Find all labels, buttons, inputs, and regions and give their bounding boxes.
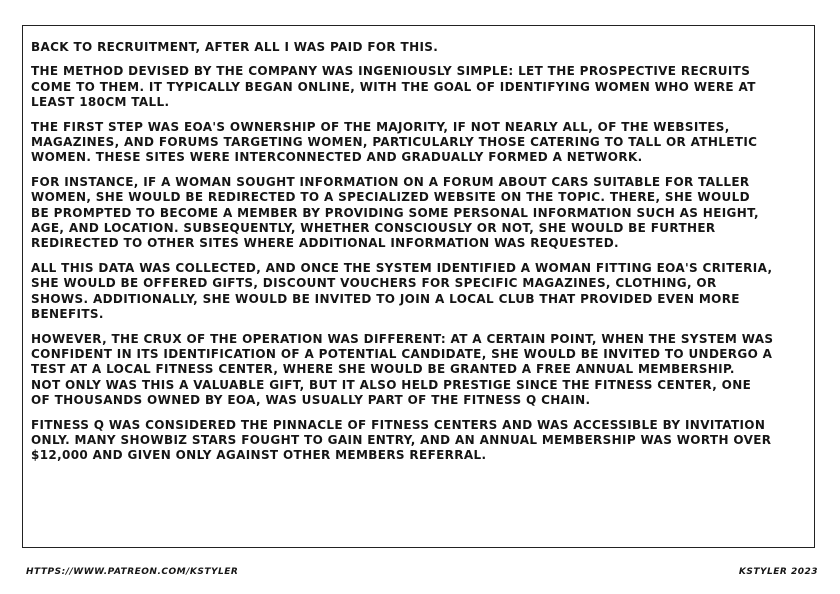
paragraph-5: ALL THIS DATA WAS COLLECTED, AND ONCE THE SYSTEM IDENTIFIED A WOMAN FITTING EOA'S CRITERIA, SHE WOULD BE OFFERED GIFTS, DISCOUNT VOUCHERS FOR SPECIFIC MAGAZINES, CLOTHING, OR SHOWS. ADDITIONALLY, SHE WOULD BE INVITED TO JOIN A LOCAL CLUB THAT PROVIDED EVEN MORE BENEFITS.	[31, 260, 773, 322]
author-credit: KSTYLER 2023	[738, 567, 818, 577]
paragraph-6: HOWEVER, THE CRUX OF THE OPERATION WAS DIFFERENT: AT A CERTAIN POINT, WHEN THE SYSTEM WAS CONFIDENT IN ITS IDENTIFICATION OF A POTENTIAL CANDIDATE, SHE WOULD BE INVITED TO UNDERGO A TEST AT A LOCAL FITNESS CENTER, WHERE SHE WOULD BE GRANTED A FREE ANNUAL MEMBERSHIP. NOT ONLY WAS THIS A VALUABLE GIFT, BUT IT ALSO HELD PRESTIGE SINCE THE FITNESS CENTER, ONE OF THOUSANDS OWNED BY EOA, WAS USUALLY PART OF THE FITNESS Q CHAIN.	[31, 331, 774, 408]
paragraph-1: BACK TO RECRUITMENT, AFTER ALL I WAS PAID FOR THIS.	[31, 40, 439, 54]
paragraph-4: FOR INSTANCE, IF A WOMAN SOUGHT INFORMATION ON A FORUM ABOUT CARS SUITABLE FOR TALLER WOMEN, SHE WOULD BE REDIRECTED TO A SPECIALIZED WEBSITE ON THE TOPIC. THERE, SHE WOULD BE PROMPTED TO BECOME A MEMBER BY PROVIDING SOME PERSONAL INFORMATION SUCH AS HEIGHT, AGE, AND LOCATION. SUBSEQUENTLY, WHETHER CONSCIOUSLY OR NOT, SHE WOULD BE FURTHER REDIRECTED TO OTHER SITES WHERE ADDITIONAL INFORMATION WAS REQUESTED.	[31, 174, 759, 251]
paragraph-7: FITNESS Q WAS CONSIDERED THE PINNACLE OF FITNESS CENTERS AND WAS ACCESSIBLE BY INVITATION ONLY. MANY SHOWBIZ STARS FOUGHT TO GAIN ENTRY, AND AN ANNUAL MEMBERSHIP WAS WORTH OVER $12,000 AND GIVEN ONLY AGAINST OTHER MEMBERS REFERRAL.	[31, 417, 772, 463]
paragraph-2: THE METHOD DEVISED BY THE COMPANY WAS INGENIOUSLY SIMPLE: LET THE PROSPECTIVE RECRUITS COME TO THEM. IT TYPICALLY BEGAN ONLINE, WITH THE GOAL OF IDENTIFYING WOMEN WHO WERE AT LEAST 180CM TALL.	[31, 64, 756, 110]
text-panel	[22, 25, 815, 548]
patreon-url: HTTPS://WWW.PATREON.COM/KSTYLER	[26, 567, 239, 577]
paragraph-3: THE FIRST STEP WAS EOA'S OWNERSHIP OF THE MAJORITY, IF NOT NEARLY ALL, OF THE WEBSITES, MAGAZINES, AND FORUMS TARGETING WOMEN, PARTICULARLY THOSE CATERING TO TALL OR ATHLETIC WOMEN. THESE SITES WERE INTERCONNECTED AND GRADUALLY FORMED A NETWORK.	[31, 119, 758, 165]
